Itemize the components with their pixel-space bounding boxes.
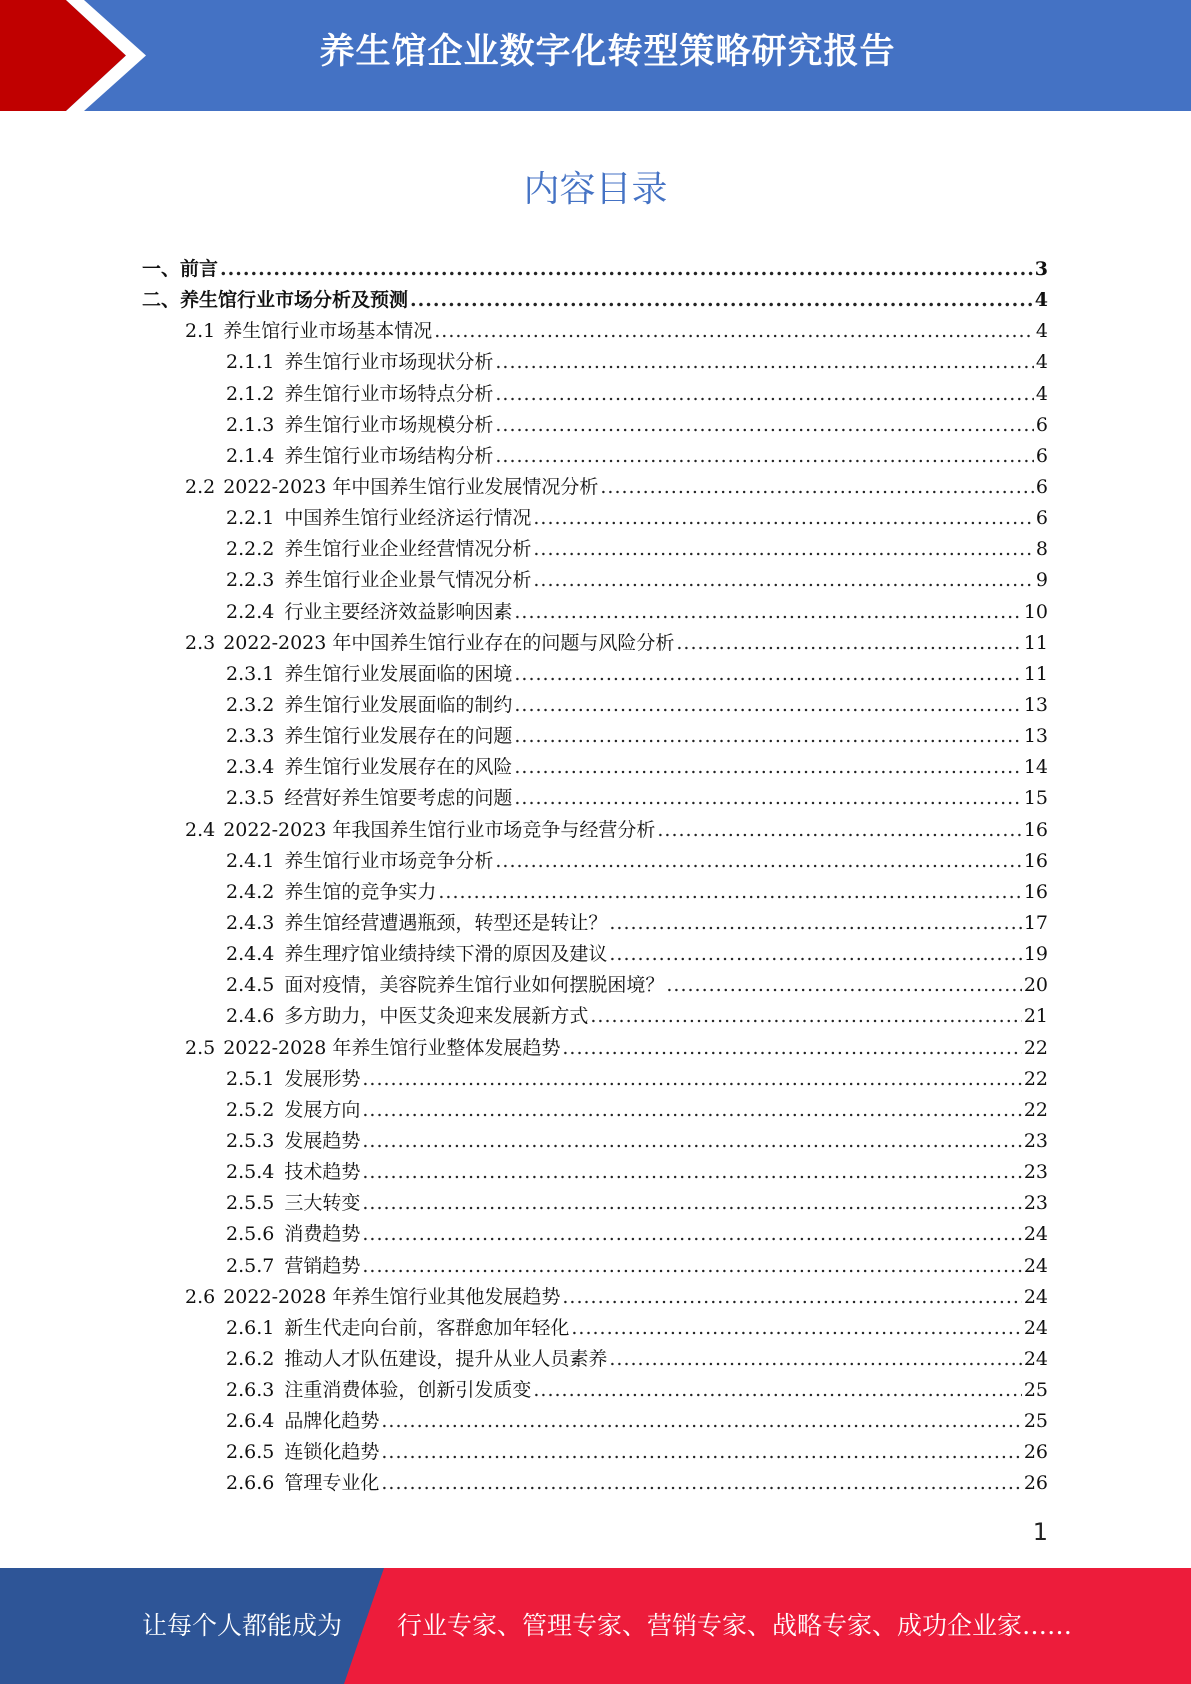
- toc-entry[interactable]: [142, 815, 1048, 846]
- toc-entry-page: 22: [1023, 1067, 1048, 1090]
- toc-entry-label: 养生馆经营遭遇瓶颈，转型还是转让？: [284, 911, 608, 934]
- toc-entry-number: 2.3.4: [226, 756, 275, 779]
- toc-entry-label: 2022-2023 年我国养生馆行业市场竞争与经营分析: [223, 818, 656, 841]
- toc-entry-number: 2.1.2: [226, 382, 275, 405]
- toc-entry-number: 2.2.3: [226, 569, 275, 592]
- toc-entry-number: 2.6.4: [226, 1410, 275, 1433]
- toc-entry[interactable]: [142, 410, 1048, 441]
- toc-entry-page: 6: [1035, 507, 1048, 530]
- toc-entry-label: 多方助力，中医艾灸迎来发展新方式: [284, 1005, 589, 1028]
- toc-entry-label: 技术趋势: [284, 1161, 361, 1184]
- toc-entry-number: 2.6.2: [226, 1347, 275, 1370]
- toc-entry[interactable]: [142, 628, 1048, 659]
- toc-dot-leader: [495, 351, 1034, 373]
- toc-entry-label: 推动人才队伍建设，提升从业人员素养: [284, 1347, 608, 1370]
- toc-entry[interactable]: [142, 690, 1048, 721]
- toc-entry-number: 2.5.2: [226, 1098, 275, 1121]
- toc-dot-leader: [434, 320, 1034, 342]
- toc-entry-label: 养生理疗馆业绩持续下滑的原因及建议: [284, 943, 608, 966]
- toc-dot-leader: [362, 1192, 1021, 1214]
- footer-slogan-right: 行业专家、管理专家、营销专家、战略专家、成功企业家……: [397, 1611, 1073, 1640]
- toc-entry-number: 2.4.6: [226, 1005, 275, 1028]
- toc-dot-leader: [381, 1410, 1021, 1432]
- toc-entry-page: 16: [1023, 880, 1048, 903]
- toc-entry-label: 2022-2028 年养生馆行业其他发展趋势: [223, 1285, 561, 1308]
- toc-entry-page: 26: [1023, 1441, 1048, 1464]
- toc-dot-leader: [609, 912, 1021, 934]
- toc-dot-leader: [533, 569, 1034, 591]
- toc-dot-leader: [533, 507, 1034, 529]
- toc-entry-number: 2.2: [185, 475, 216, 498]
- table-of-contents: [142, 254, 1048, 1500]
- toc-entry[interactable]: [142, 1188, 1048, 1219]
- toc-entry-number: 2.1: [185, 320, 216, 343]
- toc-entry-number: 2.3.1: [226, 662, 275, 685]
- toc-dot-leader: [514, 787, 1021, 809]
- toc-entry-page: 22: [1023, 1036, 1048, 1059]
- toc-entry[interactable]: [142, 472, 1048, 503]
- toc-entry[interactable]: [142, 441, 1048, 472]
- toc-entry-label: 养生馆行业市场分析及预测: [180, 289, 409, 312]
- toc-entry-number: 2.4.2: [226, 880, 275, 903]
- toc-entry-label: 品牌化趋势: [284, 1410, 380, 1433]
- toc-entry[interactable]: [142, 534, 1048, 565]
- toc-entry-label: 2022-2023 年中国养生馆行业发展情况分析: [223, 475, 599, 498]
- toc-entry[interactable]: [142, 1157, 1048, 1188]
- toc-entry[interactable]: [142, 1095, 1048, 1126]
- toc-entry-page: 24: [1023, 1316, 1048, 1339]
- toc-entry[interactable]: [142, 1001, 1048, 1032]
- toc-dot-leader: [514, 694, 1021, 716]
- toc-entry-number: 2.1.1: [226, 351, 275, 374]
- toc-entry[interactable]: [142, 939, 1048, 970]
- toc-entry-page: 21: [1023, 1005, 1048, 1028]
- toc-entry-page: 24: [1023, 1254, 1048, 1277]
- toc-dot-leader: [533, 1379, 1021, 1401]
- toc-entry-number: 2.3.3: [226, 725, 275, 748]
- toc-dot-leader: [676, 632, 1021, 654]
- toc-entry-page: 4: [1035, 382, 1048, 405]
- toc-entry-page: 6: [1035, 444, 1048, 467]
- toc-entry-number: 2.1.4: [226, 444, 275, 467]
- toc-entry-number: 2.3.2: [226, 693, 275, 716]
- toc-entry-label: 发展方向: [284, 1098, 361, 1121]
- toc-entry-label: 养生馆行业发展存在的问题: [284, 725, 513, 748]
- toc-entry-label: 2022-2023 年中国养生馆行业存在的问题与风险分析: [223, 631, 675, 654]
- toc-entry-page: 17: [1023, 911, 1048, 934]
- toc-dot-leader: [657, 819, 1021, 841]
- report-title: 养生馆企业数字化转型策略研究报告: [319, 32, 896, 72]
- toc-dot-leader: [562, 1286, 1021, 1308]
- toc-entry[interactable]: [142, 1282, 1048, 1313]
- footer-slogan-left: 让每个人都能成为: [142, 1611, 343, 1640]
- toc-entry-page: 11: [1023, 662, 1048, 685]
- toc-entry-label: 养生馆行业市场现状分析: [284, 351, 494, 374]
- toc-dot-leader: [514, 756, 1021, 778]
- toc-entry-page: 4: [1035, 320, 1048, 343]
- toc-entry[interactable]: [142, 254, 1048, 285]
- toc-entry-label: 发展趋势: [284, 1129, 361, 1152]
- toc-entry-number: 2.4.4: [226, 943, 275, 966]
- toc-entry-page: 14: [1023, 756, 1048, 779]
- toc-entry-label: 中国养生馆行业经济运行情况: [284, 507, 532, 530]
- toc-entry[interactable]: [142, 659, 1048, 690]
- toc-entry[interactable]: [142, 908, 1048, 939]
- toc-entry-page: 3: [1034, 258, 1048, 280]
- toc-entry-page: 10: [1023, 600, 1048, 623]
- toc-entry[interactable]: [142, 1219, 1048, 1250]
- toc-entry-page: 6: [1035, 413, 1048, 436]
- toc-entry[interactable]: [142, 1406, 1048, 1437]
- toc-entry-number: 2.4.1: [226, 849, 275, 872]
- toc-heading: 内容目录: [523, 169, 668, 210]
- toc-entry-page: 24: [1023, 1223, 1048, 1246]
- toc-dot-leader: [362, 1068, 1021, 1090]
- toc-entry[interactable]: [142, 316, 1048, 347]
- toc-entry-label: 养生馆行业企业经营情况分析: [284, 538, 532, 561]
- toc-entry-label: 养生馆行业市场基本情况: [223, 320, 433, 343]
- toc-dot-leader: [410, 289, 1033, 311]
- toc-entry-page: 9: [1035, 569, 1048, 592]
- toc-dot-leader: [362, 1099, 1021, 1121]
- toc-entry-number: 二、: [142, 289, 181, 312]
- toc-entry-label: 养生馆行业市场竞争分析: [284, 849, 494, 872]
- report-header-banner: [0, 0, 1191, 111]
- toc-entry-number: 2.5.6: [226, 1223, 275, 1246]
- toc-entry-label: 管理专业化: [284, 1472, 380, 1495]
- toc-entry[interactable]: [142, 1468, 1048, 1499]
- toc-entry-page: 24: [1023, 1285, 1048, 1308]
- toc-entry[interactable]: [142, 1064, 1048, 1095]
- toc-entry-label: 面对疫情，美容院养生馆行业如何摆脱困境？: [284, 974, 665, 997]
- toc-dot-leader: [533, 538, 1034, 560]
- toc-entry-number: 2.4.3: [226, 911, 275, 934]
- toc-dot-leader: [362, 1130, 1021, 1152]
- toc-entry-page: 20: [1023, 974, 1048, 997]
- toc-dot-leader: [562, 1037, 1021, 1059]
- toc-entry-number: 2.6.5: [226, 1441, 275, 1464]
- toc-entry-label: 前言: [180, 258, 219, 280]
- toc-entry-label: 养生馆的竞争实力: [284, 880, 437, 903]
- toc-entry[interactable]: [142, 877, 1048, 908]
- toc-entry-number: 2.5.4: [226, 1161, 275, 1184]
- toc-entry-page: 25: [1023, 1410, 1048, 1433]
- toc-entry[interactable]: [142, 347, 1048, 378]
- toc-entry-page: 26: [1023, 1472, 1048, 1495]
- toc-entry-number: 2.4.5: [226, 974, 275, 997]
- toc-dot-leader: [362, 1223, 1021, 1245]
- toc-entry[interactable]: [142, 379, 1048, 410]
- toc-entry[interactable]: [142, 565, 1048, 596]
- toc-dot-leader: [495, 850, 1021, 872]
- toc-entry-number: 2.1.3: [226, 413, 275, 436]
- toc-entry-label: 消费趋势: [284, 1223, 361, 1246]
- toc-dot-leader: [362, 1255, 1021, 1277]
- toc-entry-page: 8: [1035, 538, 1048, 561]
- toc-entry-label: 2022-2028 年养生馆行业整体发展趋势: [223, 1036, 561, 1059]
- toc-entry-number: 2.6: [185, 1285, 216, 1308]
- toc-entry-page: 11: [1023, 631, 1048, 654]
- toc-entry-page: 24: [1023, 1347, 1048, 1370]
- toc-entry[interactable]: [142, 783, 1048, 814]
- toc-entry-label: 养生馆行业企业景气情况分析: [284, 569, 532, 592]
- toc-entry-page: 15: [1023, 787, 1048, 810]
- toc-entry-label: 养生馆行业发展存在的风险: [284, 756, 513, 779]
- toc-dot-leader: [590, 1005, 1021, 1027]
- toc-dot-leader: [495, 445, 1034, 467]
- toc-entry-label: 三大转变: [284, 1192, 361, 1215]
- toc-entry[interactable]: [142, 846, 1048, 877]
- toc-entry-number: 2.5.1: [226, 1067, 275, 1090]
- toc-entry-number: 2.5.5: [226, 1192, 275, 1215]
- toc-dot-leader: [514, 601, 1021, 623]
- toc-entry-number: 2.3.5: [226, 787, 275, 810]
- toc-entry-label: 养生馆行业发展面临的制约: [284, 693, 513, 716]
- toc-entry-label: 发展形势: [284, 1067, 361, 1090]
- toc-entry-number: 2.5.7: [226, 1254, 275, 1277]
- toc-entry-number: 2.6.3: [226, 1379, 275, 1402]
- toc-entry-label: 经营好养生馆要考虑的问题: [284, 787, 513, 810]
- toc-entry[interactable]: [142, 503, 1048, 534]
- toc-entry-page: 22: [1023, 1098, 1048, 1121]
- toc-dot-leader: [495, 383, 1034, 405]
- toc-entry-number: 2.5.3: [226, 1129, 275, 1152]
- toc-entry[interactable]: [142, 1437, 1048, 1468]
- toc-entry-page: 4: [1034, 289, 1048, 312]
- toc-entry[interactable]: [142, 1375, 1048, 1406]
- toc-entry[interactable]: [142, 970, 1048, 1001]
- toc-dot-leader: [571, 1317, 1021, 1339]
- toc-entry[interactable]: [142, 1344, 1048, 1375]
- toc-entry-page: 4: [1035, 351, 1048, 374]
- toc-entry[interactable]: [142, 597, 1048, 628]
- toc-entry-label: 营销趋势: [284, 1254, 361, 1277]
- toc-entry-page: 19: [1023, 943, 1048, 966]
- toc-entry-number: 2.6.6: [226, 1472, 275, 1495]
- toc-entry-number: 2.2.1: [226, 507, 275, 530]
- toc-entry-number: 2.3: [185, 631, 216, 654]
- toc-dot-leader: [220, 258, 1033, 280]
- toc-entry-page: 16: [1023, 849, 1048, 872]
- toc-entry-page: 6: [1035, 475, 1048, 498]
- toc-entry[interactable]: [142, 1033, 1048, 1064]
- toc-entry-label: 注重消费体验，创新引发质变: [284, 1379, 532, 1402]
- footer-banner: [0, 1568, 1191, 1684]
- toc-dot-leader: [438, 881, 1021, 903]
- toc-dot-leader: [666, 974, 1021, 996]
- toc-dot-leader: [514, 663, 1021, 685]
- toc-entry-label: 养生馆行业市场特点分析: [284, 382, 494, 405]
- toc-dot-leader: [609, 943, 1021, 965]
- toc-entry-label: 连锁化趋势: [284, 1441, 380, 1464]
- toc-dot-leader: [609, 1348, 1021, 1370]
- toc-entry-number: 2.2.4: [226, 600, 275, 623]
- toc-entry-page: 16: [1023, 818, 1048, 841]
- toc-dot-leader: [600, 476, 1034, 498]
- toc-entry-page: 25: [1023, 1379, 1048, 1402]
- toc-entry[interactable]: [142, 285, 1048, 316]
- toc-entry-number: 2.4: [185, 818, 216, 841]
- toc-entry-label: 行业主要经济效益影响因素: [284, 600, 513, 623]
- toc-entry-page: 23: [1023, 1161, 1048, 1184]
- toc-entry[interactable]: [142, 752, 1048, 783]
- toc-entry[interactable]: [142, 721, 1048, 752]
- toc-entry-label: 养生馆行业市场结构分析: [284, 444, 494, 467]
- toc-entry-number: 2.2.2: [226, 538, 275, 561]
- toc-entry-page: 23: [1023, 1192, 1048, 1215]
- toc-entry-label: 养生馆行业发展面临的困境: [284, 662, 513, 685]
- toc-entry[interactable]: [142, 1126, 1048, 1157]
- toc-entry-number: 一、: [142, 258, 181, 280]
- toc-entry-number: 2.5: [185, 1036, 216, 1059]
- toc-entry-label: 新生代走向台前，客群愈加年轻化: [284, 1316, 570, 1339]
- toc-entry[interactable]: [142, 1251, 1048, 1282]
- toc-entry[interactable]: [142, 1313, 1048, 1344]
- toc-dot-leader: [514, 725, 1021, 747]
- page-number: 1: [1032, 1518, 1048, 1546]
- toc-entry-number: 2.6.1: [226, 1316, 275, 1339]
- toc-entry-page: 13: [1023, 693, 1048, 716]
- toc-entry-label: 养生馆行业市场规模分析: [284, 413, 494, 436]
- toc-dot-leader: [381, 1441, 1021, 1463]
- toc-dot-leader: [362, 1161, 1021, 1183]
- toc-entry-page: 23: [1023, 1129, 1048, 1152]
- toc-dot-leader: [495, 414, 1034, 436]
- toc-dot-leader: [381, 1472, 1021, 1494]
- toc-entry-page: 13: [1023, 725, 1048, 748]
